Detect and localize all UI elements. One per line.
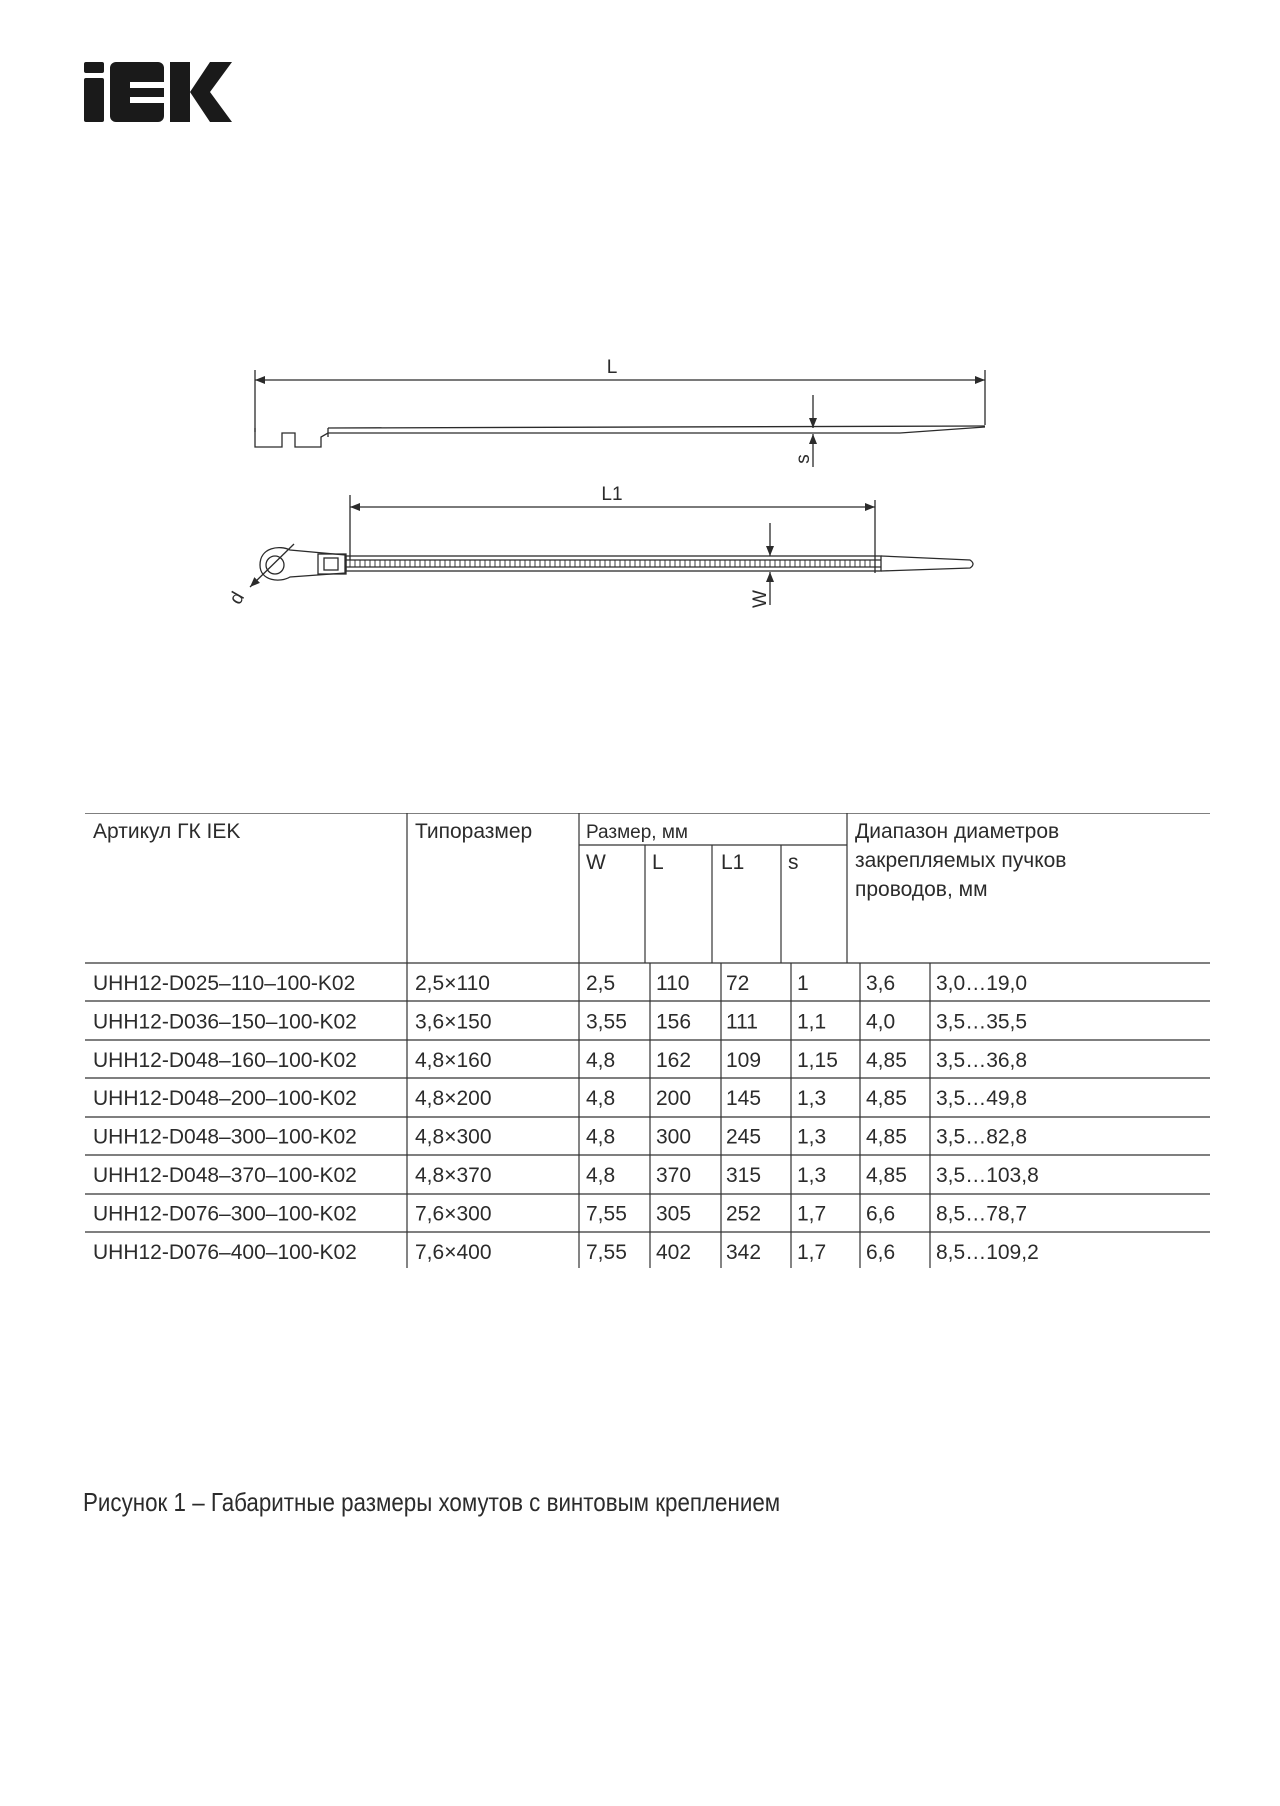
cell-article: UHH12-D048–160–100-K02 bbox=[93, 1048, 357, 1072]
header-article: Артикул ГК IEK bbox=[93, 820, 241, 843]
cell-s: 1,7 bbox=[797, 1240, 827, 1264]
cell-range: 3,5…49,8 bbox=[936, 1087, 1028, 1111]
cell-article: UHH12-D076–400–100-K02 bbox=[93, 1240, 357, 1264]
cell-article: UHH12-D048–300–100-K02 bbox=[93, 1125, 357, 1149]
dimensions-table bbox=[85, 813, 1210, 1268]
cell-d: 4,0 bbox=[866, 1010, 896, 1034]
cell-w: 3,55 bbox=[586, 1010, 627, 1034]
cell-s: 1,1 bbox=[797, 1010, 827, 1034]
cell-s: 1,3 bbox=[797, 1125, 827, 1149]
cell-l1: 145 bbox=[726, 1087, 762, 1111]
cell-d: 4,85 bbox=[866, 1048, 907, 1072]
cell-type-size: 4,8×370 bbox=[415, 1164, 492, 1187]
cell-s: 1,7 bbox=[797, 1202, 827, 1226]
header-l: L bbox=[652, 851, 664, 874]
cell-d: 3,6 bbox=[866, 972, 896, 995]
cell-w: 4,8 bbox=[586, 1087, 616, 1111]
cell-l: 156 bbox=[656, 1010, 692, 1034]
cell-s: 1,3 bbox=[797, 1087, 827, 1111]
table-row bbox=[93, 1087, 1027, 1110]
cell-l: 200 bbox=[656, 1087, 692, 1111]
cell-article: UHH12-D048–200–100-K02 bbox=[93, 1087, 357, 1111]
cell-s: 1,3 bbox=[797, 1164, 827, 1187]
iek-logo bbox=[84, 62, 232, 122]
cell-article: UHH12-D048–370–100-K02 bbox=[93, 1164, 357, 1187]
cell-w: 4,8 bbox=[586, 1125, 616, 1149]
header-range-line2: закрепляемых пучков bbox=[855, 849, 1067, 872]
header-w: W bbox=[586, 851, 606, 874]
cell-type-size: 7,6×400 bbox=[415, 1240, 492, 1264]
table-row bbox=[93, 1164, 1039, 1187]
cell-w: 4,8 bbox=[586, 1164, 616, 1187]
cell-range: 3,5…82,8 bbox=[936, 1125, 1028, 1149]
cell-l1: 109 bbox=[726, 1048, 762, 1072]
header-l1: L1 bbox=[721, 851, 745, 874]
table-header bbox=[93, 820, 1066, 901]
header-s: s bbox=[788, 851, 799, 874]
header-size-group: Размер, мм bbox=[586, 822, 688, 843]
cell-range: 8,5…78,7 bbox=[936, 1202, 1028, 1226]
table-row bbox=[93, 1010, 1027, 1033]
cell-l: 402 bbox=[656, 1240, 692, 1264]
cell-d: 6,6 bbox=[866, 1240, 896, 1264]
cell-l1: 245 bbox=[726, 1125, 762, 1149]
cell-article: UHH12-D036–150–100-K02 bbox=[93, 1010, 357, 1034]
cell-d: 4,85 bbox=[866, 1087, 907, 1111]
label-L: L bbox=[606, 357, 618, 378]
cell-type-size: 4,8×300 bbox=[415, 1125, 492, 1149]
cable-tie-drawing bbox=[220, 355, 1020, 635]
figure-caption: Рисунок 1 – Габаритные размеры хомутов с винтовым креплением bbox=[83, 1487, 781, 1517]
cell-s: 1,15 bbox=[797, 1048, 838, 1072]
label-d: d bbox=[225, 588, 249, 609]
cell-range: 8,5…109,2 bbox=[936, 1240, 1039, 1264]
cell-d: 4,85 bbox=[866, 1164, 907, 1187]
cell-l1: 342 bbox=[726, 1240, 762, 1264]
cell-type-size: 2,5×110 bbox=[415, 972, 490, 995]
label-L1: L1 bbox=[601, 484, 623, 505]
cell-w: 4,8 bbox=[586, 1048, 616, 1072]
table-row bbox=[93, 1202, 1027, 1225]
cell-range: 3,0…19,0 bbox=[936, 972, 1028, 995]
table-row bbox=[93, 972, 1027, 995]
cell-s: 1 bbox=[797, 972, 809, 995]
table-body bbox=[93, 972, 1039, 1264]
cell-l: 370 bbox=[656, 1164, 692, 1187]
table-row bbox=[93, 1049, 1027, 1072]
cell-type-size: 3,6×150 bbox=[415, 1010, 492, 1034]
cell-l: 305 bbox=[656, 1202, 692, 1226]
cell-article: UHH12-D076–300–100-K02 bbox=[93, 1202, 357, 1226]
cell-range: 3,5…103,8 bbox=[936, 1164, 1039, 1187]
header-type-size: Типоразмер bbox=[415, 820, 533, 843]
cell-l: 300 bbox=[656, 1125, 692, 1149]
cell-w: 7,55 bbox=[586, 1202, 627, 1226]
cell-type-size: 4,8×200 bbox=[415, 1087, 492, 1111]
cell-w: 2,5 bbox=[586, 972, 616, 995]
cell-l1: 252 bbox=[726, 1202, 762, 1226]
table-row bbox=[93, 1126, 1027, 1149]
cell-d: 6,6 bbox=[866, 1202, 896, 1226]
header-range-line3: проводов, мм bbox=[855, 878, 988, 901]
cell-l1: 72 bbox=[726, 972, 750, 995]
cell-type-size: 7,6×300 bbox=[415, 1202, 492, 1226]
cell-range: 3,5…35,5 bbox=[936, 1010, 1028, 1034]
cell-l1: 111 bbox=[726, 1010, 758, 1034]
cell-type-size: 4,8×160 bbox=[415, 1048, 492, 1072]
cell-range: 3,5…36,8 bbox=[936, 1048, 1028, 1072]
cell-l1: 315 bbox=[726, 1164, 762, 1187]
label-W: W bbox=[750, 590, 771, 608]
cell-l: 110 bbox=[656, 972, 690, 995]
label-s: s bbox=[793, 454, 814, 464]
table-row bbox=[93, 1241, 1039, 1264]
header-range-line1: Диапазон диаметров bbox=[855, 820, 1060, 843]
cell-d: 4,85 bbox=[866, 1125, 907, 1149]
cell-w: 7,55 bbox=[586, 1240, 627, 1264]
cell-article: UHH12-D025–110–100-K02 bbox=[93, 972, 356, 995]
cell-l: 162 bbox=[656, 1048, 692, 1072]
